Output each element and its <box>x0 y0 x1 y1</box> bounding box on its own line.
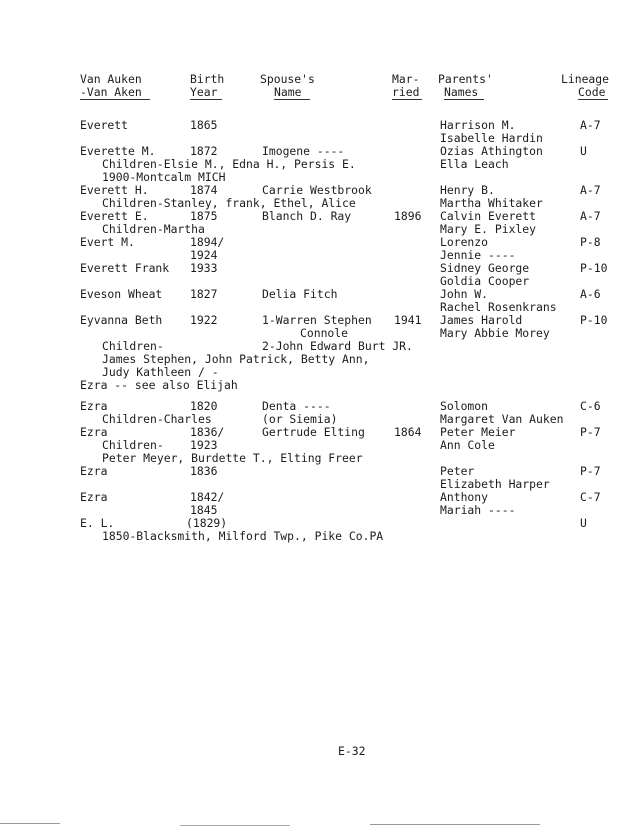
record-text: C-7 <box>580 490 601 504</box>
record-text: Ann Cole <box>440 438 495 452</box>
record-text: A-7 <box>580 209 601 223</box>
record-text: Children-Stanley, frank, Ethel, Alice <box>102 196 356 210</box>
header-line-2: Year <box>190 85 218 99</box>
record-text: P-10 <box>580 261 608 275</box>
header-line-1: Parents' <box>438 72 493 86</box>
header-underline <box>578 99 608 100</box>
record-text: Peter Meier <box>440 425 516 439</box>
record-text: Peter <box>440 464 475 478</box>
record-text: Connole <box>300 326 349 340</box>
record-text: Ezra <box>80 399 108 413</box>
record-text: 1864 <box>394 425 422 439</box>
record-text: E. L. <box>80 516 115 530</box>
record-text: 1923 <box>190 438 218 452</box>
header-line-1: Birth <box>190 72 225 86</box>
record-text: Harrison M. <box>440 118 516 132</box>
record-text: (or Siemia) <box>262 412 338 426</box>
record-text: 1865 <box>190 118 218 132</box>
record-text: 1842/ <box>190 490 225 504</box>
record-text: A-6 <box>580 287 601 301</box>
record-text: 1941 <box>394 313 422 327</box>
header-line-2: Names <box>444 85 479 99</box>
header-underline <box>190 99 222 100</box>
scan-edge-mark <box>370 824 540 825</box>
record-text: Carrie Westbrook <box>262 183 372 197</box>
record-text: Everett <box>80 118 129 132</box>
record-text: Mariah ---- <box>440 503 516 517</box>
record-text: Isabelle Hardin <box>440 131 543 145</box>
record-text: 1924 <box>190 248 218 262</box>
record-text: Sidney George <box>440 261 530 275</box>
record-text: A-7 <box>580 118 601 132</box>
record-text: Everett Frank <box>80 261 170 275</box>
record-text: P-7 <box>580 464 601 478</box>
record-text: John W. <box>440 287 489 301</box>
record-text: Eveson Wheat <box>80 287 163 301</box>
record-text: Imogene ---- <box>262 144 345 158</box>
header-line-2: Code <box>578 85 606 99</box>
record-text: Anthony <box>440 490 489 504</box>
header-line-1: Spouse's <box>260 72 315 86</box>
record-text: Ella Leach <box>440 157 509 171</box>
record-text: 1836/ <box>190 425 225 439</box>
header-line-2: Name <box>274 85 302 99</box>
record-text: 1900-Montcalm MICH <box>102 170 226 184</box>
record-text: Delia Fitch <box>262 287 338 301</box>
record-text: 1872 <box>190 144 218 158</box>
record-text: P-7 <box>580 425 601 439</box>
record-text: Judy Kathleen / - <box>102 365 219 379</box>
record-text: P-8 <box>580 235 601 249</box>
header-underline <box>392 99 422 100</box>
record-text: Children- <box>102 438 164 452</box>
record-text: 1894/ <box>190 235 225 249</box>
record-text: 2-John Edward Burt JR. <box>262 339 413 353</box>
record-text: 1874 <box>190 183 218 197</box>
record-text: Martha Whitaker <box>440 196 543 210</box>
record-text: Eyvanna Beth <box>80 313 163 327</box>
record-text: Solomon <box>440 399 489 413</box>
record-text: 1922 <box>190 313 218 327</box>
record-text: Ezra -- see also Elijah <box>80 378 238 392</box>
header-underline <box>274 99 310 100</box>
header-underline <box>80 99 150 100</box>
header-line-1: Lineage <box>561 72 610 86</box>
record-text: 1933 <box>190 261 218 275</box>
record-text: Everette M. <box>80 144 156 158</box>
record-text: 1836 <box>190 464 218 478</box>
record-text: U <box>580 516 587 530</box>
record-text: Peter Meyer, Burdette T., Elting Freer <box>102 451 363 465</box>
header-line-2: ried <box>392 85 420 99</box>
record-text: 1820 <box>190 399 218 413</box>
scan-edge-mark <box>180 825 290 826</box>
record-text: 1845 <box>190 503 218 517</box>
scan-edge-mark <box>0 823 60 824</box>
record-text: Gertrude Elting <box>262 425 365 439</box>
record-text: 1-Warren Stephen <box>262 313 372 327</box>
record-text: Mary E. Pixley <box>440 222 537 236</box>
header-line-1: Van Auken <box>80 72 142 86</box>
record-text: Margaret Van Auken <box>440 412 564 426</box>
record-text: (1829) <box>186 516 228 530</box>
record-text: Everett E. <box>80 209 149 223</box>
record-text: Ezra <box>80 425 108 439</box>
record-text: Blanch D. Ray <box>262 209 352 223</box>
record-text: James Stephen, John Patrick, Betty Ann, <box>102 352 370 366</box>
record-text: 1896 <box>394 209 422 223</box>
record-text: Goldia Cooper <box>440 274 530 288</box>
record-text: 1827 <box>190 287 218 301</box>
record-text: Jennie ---- <box>440 248 516 262</box>
record-text: Calvin Everett <box>440 209 537 223</box>
record-text: C-6 <box>580 399 601 413</box>
record-text: Denta ---- <box>262 399 331 413</box>
page-number: E-32 <box>338 744 366 758</box>
record-text: Children-Elsie M., Edna H., Persis E. <box>102 157 356 171</box>
record-text: 1850-Blacksmith, Milford Twp., Pike Co.PA <box>102 529 384 543</box>
record-text: Lorenzo <box>440 235 489 249</box>
record-text: A-7 <box>580 183 601 197</box>
record-text: Ezra <box>80 490 108 504</box>
record-text: Mary Abbie Morey <box>440 326 550 340</box>
record-text: Children- <box>102 339 164 353</box>
record-text: Elizabeth Harper <box>440 477 550 491</box>
record-text: Everett H. <box>80 183 149 197</box>
record-text: Ezra <box>80 464 108 478</box>
record-text: Henry B. <box>440 183 495 197</box>
record-text: James Harold <box>440 313 523 327</box>
record-text: Children-Charles <box>102 412 212 426</box>
record-text: Rachel Rosenkrans <box>440 300 557 314</box>
header-line-1: Mar- <box>392 72 420 86</box>
header-line-2: -Van Aken <box>80 85 142 99</box>
record-text: Children-Martha <box>102 222 205 236</box>
record-text: P-10 <box>580 313 608 327</box>
header-underline <box>444 99 484 100</box>
record-text: U <box>580 144 587 158</box>
record-text: Evert M. <box>80 235 135 249</box>
record-text: Ozias Athington <box>440 144 543 158</box>
record-text: 1875 <box>190 209 218 223</box>
